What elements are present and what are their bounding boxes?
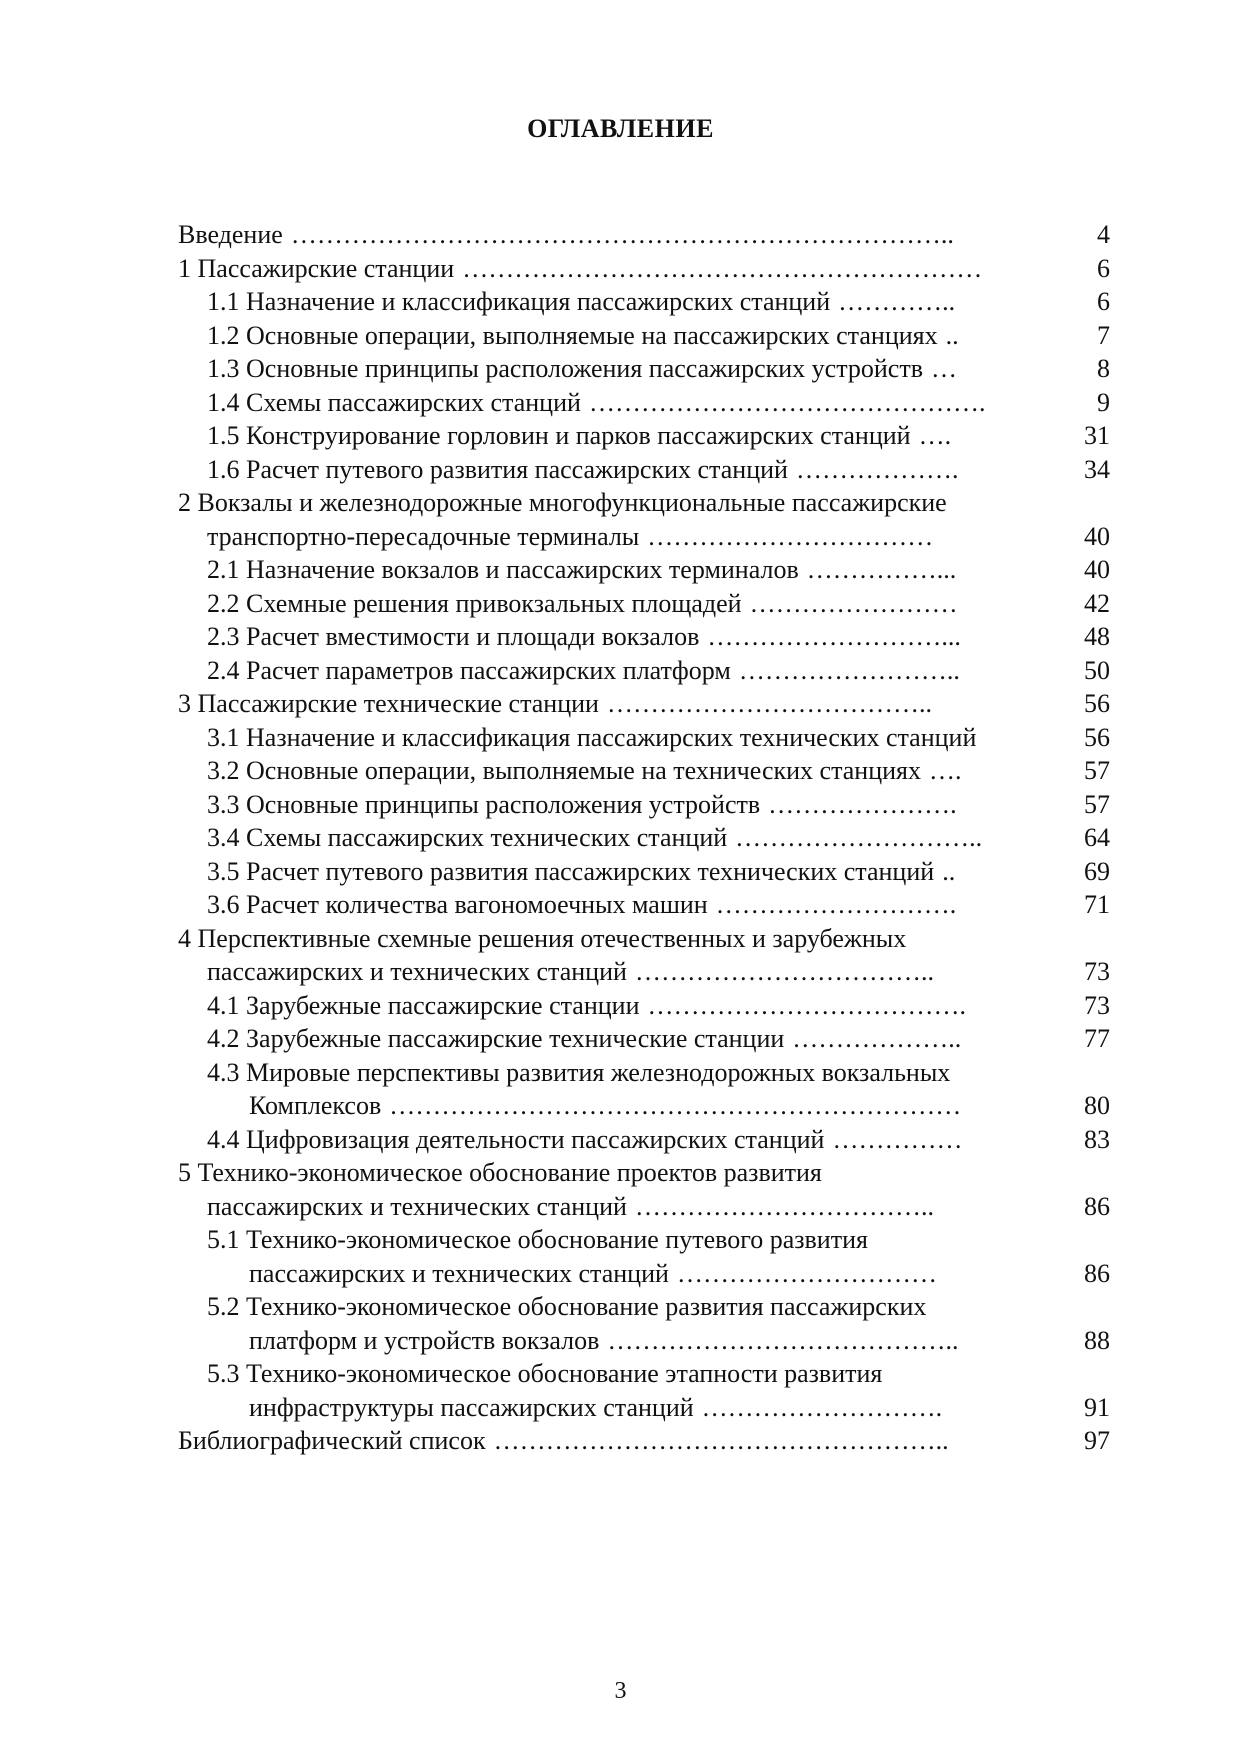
toc-entry-leader: ………………………………………………………………….. [290, 220, 954, 249]
toc-entry-leader: ……………………………….. [606, 689, 932, 718]
toc-entry [178, 520, 1110, 554]
toc-entry-leader: ………………………... [707, 622, 961, 651]
toc-entry-title: 5.2 Технико-экономическое обоснование развития пассажирских [207, 1292, 927, 1321]
toc-entry [178, 1190, 1110, 1224]
toc-entry-page: 73 [1084, 957, 1110, 986]
toc-entry-title: 3.2 Основные операции, выполняемые на технических станциях [207, 756, 921, 785]
table-of-contents [178, 218, 1110, 1458]
toc-entry-title: 1.4 Схемы пассажирских станций [207, 387, 581, 417]
toc-entry [178, 1056, 1110, 1090]
toc-entry-page: 40 [1084, 521, 1110, 551]
toc-entry [178, 821, 1110, 855]
toc-entry-title: 4 Перспективные схемные решения отечественных и зарубежных [178, 923, 907, 953]
toc-entry-page: 57 [1084, 756, 1110, 785]
toc-entry [178, 620, 1110, 654]
toc-entry-title: 2.1 Назначение вокзалов и пассажирских терминалов [207, 555, 799, 584]
toc-entry-leader: …………………………….. [634, 957, 934, 986]
toc-entry-page: 8 [1097, 354, 1110, 383]
toc-entry-page: 88 [1084, 1325, 1110, 1355]
toc-entry [178, 721, 1110, 755]
toc-entry-page: 64 [1084, 823, 1110, 852]
toc-entry-page: 80 [1084, 1091, 1110, 1120]
toc-entry [178, 888, 1110, 922]
toc-entry [178, 1391, 1110, 1425]
toc-entry [178, 1290, 1110, 1324]
toc-entry-title: Введение [178, 220, 283, 249]
toc-entry-title: 1.5 Конструирование горловин и парков пассажирских станций [207, 421, 911, 450]
toc-entry-page: 4 [1097, 220, 1110, 249]
toc-entry [178, 319, 1110, 353]
toc-entry-title: 5.3 Технико-экономическое обоснование этапности развития [207, 1359, 883, 1388]
toc-entry [178, 1357, 1110, 1391]
toc-entry-leader: ………………………. [701, 1392, 943, 1422]
toc-entry [178, 989, 1110, 1023]
toc-entry [178, 754, 1110, 788]
page-number: 3 [614, 1678, 627, 1704]
toc-entry-title: Комплексов [249, 1091, 382, 1120]
toc-entry-page: 57 [1084, 789, 1110, 819]
toc-entry-page: 69 [1084, 856, 1110, 886]
toc-entry-leader: …………………. [768, 789, 957, 819]
toc-entry-page: 86 [1084, 1258, 1110, 1288]
toc-entry-leader: ………………………………………………………… [389, 1091, 962, 1120]
toc-entry-title: 4.2 Зарубежные пассажирские технические станции [207, 1024, 785, 1053]
toc-entry [178, 1089, 1110, 1123]
toc-entry-title: инфраструктуры пассажирских станций [249, 1392, 694, 1422]
toc-entry-leader: ………………………………. [647, 990, 967, 1020]
toc-entry-leader: …………… [832, 1124, 963, 1154]
toc-entry-title: пассажирских и технических станций [207, 957, 627, 986]
toc-entry-title: пассажирских и технических станций [207, 1191, 627, 1221]
toc-entry-leader: …………………………………………….. [493, 1426, 949, 1455]
toc-entry-title: 4.3 Мировые перспективы развития железнодорожных вокзальных [207, 1057, 951, 1087]
toc-entry-title: 4.1 Зарубежные пассажирские станции [207, 990, 640, 1020]
toc-entry-title: 1.1 Назначение и классификация пассажирских станций [207, 287, 831, 316]
toc-entry [178, 486, 1110, 520]
toc-entry-page: 97 [1084, 1426, 1110, 1455]
toc-entry-leader: ………………………. [715, 890, 957, 919]
toc-entry [178, 352, 1110, 386]
toc-entry-title: пассажирских и технических станций [249, 1258, 669, 1288]
toc-entry-page: 42 [1084, 588, 1110, 618]
toc-entry-leader: …………………………………………………… [462, 253, 983, 283]
toc-entry-title: 1.3 Основные принципы расположения пассажирских устройств [207, 354, 923, 383]
toc-entry [178, 1257, 1110, 1291]
toc-entry-page: 86 [1084, 1191, 1110, 1221]
toc-entry-title: 3.3 Основные принципы расположения устройств [207, 789, 761, 819]
toc-entry-leader: …………………….. [738, 655, 960, 685]
toc-entry [178, 386, 1110, 420]
toc-entry-page: 50 [1084, 655, 1110, 685]
toc-entry [178, 252, 1110, 286]
toc-entry [178, 1156, 1110, 1190]
toc-entry-page: 6 [1097, 287, 1110, 316]
toc-entry-leader: …. [928, 756, 962, 785]
toc-entry-leader: …. [918, 421, 952, 450]
toc-entry [178, 1223, 1110, 1257]
toc-entry-page: 91 [1084, 1392, 1110, 1422]
toc-entry-title: Библиографический список [178, 1426, 486, 1455]
toc-entry-page: 48 [1084, 622, 1110, 651]
toc-entry [178, 855, 1110, 889]
toc-entry-leader: ……………….. [792, 1024, 962, 1053]
toc-entry [178, 453, 1110, 487]
toc-entry-page: 6 [1097, 253, 1110, 283]
toc-entry [178, 1022, 1110, 1056]
toc-entry-leader: ………………………………….. [607, 1325, 959, 1355]
toc-entry [178, 285, 1110, 319]
toc-entry-leader: .. [942, 856, 956, 886]
toc-entry [178, 788, 1110, 822]
toc-entry [178, 687, 1110, 721]
toc-entry-page: 56 [1084, 689, 1110, 718]
toc-entry-leader: ………….. [838, 287, 956, 316]
toc-entry-page: 40 [1084, 555, 1110, 584]
toc-entry-leader: …………………… [749, 588, 958, 618]
toc-entry-title: 2 Вокзалы и железнодорожные многофункциональные пассажирские [178, 488, 947, 517]
toc-entry-page: 31 [1084, 421, 1110, 450]
toc-entry-leader: … [930, 354, 957, 383]
toc-entry-page: 83 [1084, 1124, 1110, 1154]
toc-entry-page: 56 [1084, 722, 1110, 752]
toc-entry-leader: ……………... [806, 555, 957, 584]
toc-entry-page: 7 [1097, 320, 1110, 350]
toc-entry [178, 955, 1110, 989]
toc-entry-title: 3.5 Расчет путевого развития пассажирских технических станций [207, 856, 935, 886]
toc-entry [178, 654, 1110, 688]
toc-entry [178, 553, 1110, 587]
toc-entry [178, 218, 1110, 252]
toc-entry [178, 587, 1110, 621]
toc-entry-title: транспортно-пересадочные терминалы [207, 521, 640, 551]
toc-entry [178, 922, 1110, 956]
toc-entry-leader: ……………………….. [735, 823, 983, 852]
toc-entry-title: 2.4 Расчет параметров пассажирских платформ [207, 655, 731, 685]
toc-entry [178, 1424, 1110, 1458]
toc-entry-title: 4.4 Цифровизация деятельности пассажирских станций [207, 1124, 825, 1154]
toc-entry-title: 3 Пассажирские технические станции [178, 689, 599, 718]
toc-entry-page: 71 [1084, 890, 1110, 919]
toc-entry-title: 3.1 Назначение и классификация пассажирских технических станций [207, 722, 977, 752]
toc-entry-leader: ………………………………………. [588, 387, 986, 417]
toc-entry-title: 3.4 Схемы пассажирских технических станций [207, 823, 728, 852]
toc-entry-title: 5.1 Технико-экономическое обоснование путевого развития [207, 1225, 868, 1254]
page-title: ОГЛАВЛЕНИЕ [527, 114, 714, 143]
toc-entry-page: 9 [1097, 387, 1110, 417]
toc-entry [178, 1123, 1110, 1157]
toc-entry-title: платформ и устройств вокзалов [249, 1325, 600, 1355]
toc-entry-leader: ………………………… [676, 1258, 937, 1288]
toc-entry-page: 73 [1084, 990, 1110, 1020]
toc-entry-title: 2.2 Схемные решения привокзальных площадей [207, 588, 742, 618]
toc-entry-title: 2.3 Расчет вместимости и площади вокзалов [207, 622, 700, 651]
toc-entry-page: 34 [1084, 454, 1110, 484]
toc-entry [178, 1324, 1110, 1358]
toc-entry-title: 1.6 Расчет путевого развития пассажирских станций [207, 454, 788, 484]
toc-entry-title: 1 Пассажирские станции [178, 253, 455, 283]
toc-entry-leader: ………………. [795, 454, 959, 484]
toc-entry-page: 77 [1084, 1024, 1110, 1053]
toc-entry [178, 419, 1110, 453]
toc-entry-leader: …………………………… [647, 521, 934, 551]
toc-entry-leader: .. [945, 320, 959, 350]
toc-entry-title: 5 Технико-экономическое обоснование проектов развития [178, 1158, 822, 1187]
toc-entry-title: 3.6 Расчет количества вагономоечных машин [207, 890, 708, 919]
toc-entry-leader: …………………………….. [634, 1191, 934, 1221]
toc-entry-title: 1.2 Основные операции, выполняемые на пассажирских станциях [207, 320, 938, 350]
